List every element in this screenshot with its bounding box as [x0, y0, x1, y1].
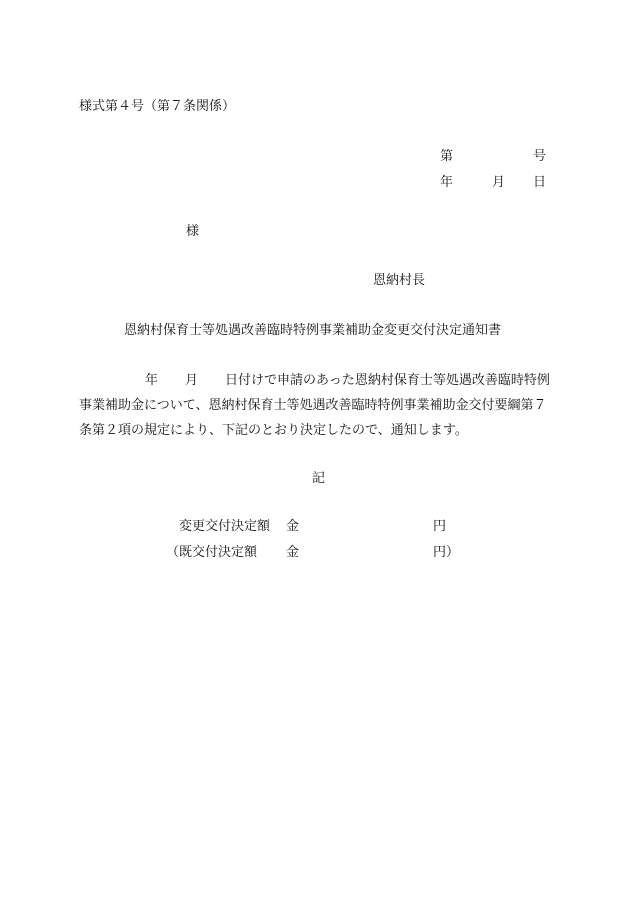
prior-amount-kin: 金: [286, 545, 300, 560]
changed-amount-yen: 円: [433, 519, 447, 534]
doc-number-go: 号: [533, 149, 547, 164]
body-paragraph: [79, 368, 559, 443]
date-year: 年: [440, 175, 454, 190]
sender: 恩納村長: [373, 273, 426, 288]
body-text: 日付けで申請のあった恩納村保育士等処遇改善臨時特例事業補助金について、恩納村保育士等処遇改善臨時特例事業補助金交付要綱第７条第２項の規定により、下記のとおり決定したので、通知します。: [79, 373, 550, 438]
body-month: 月: [185, 373, 199, 388]
ki-heading: 記: [312, 471, 326, 486]
body-year: 年: [145, 373, 159, 388]
document-title: 恩納村保育士等処遇改善臨時特例事業補助金変更交付決定通知書: [124, 323, 502, 338]
form-number: 様式第４号（第７条関係）: [79, 99, 236, 114]
changed-amount-kin: 金: [286, 519, 300, 534]
doc-number-dai: 第: [440, 149, 454, 164]
date-day: 日: [533, 175, 547, 190]
addressee-suffix: 様: [186, 224, 200, 239]
date-month: 月: [492, 175, 506, 190]
prior-amount-yen: 円）: [433, 545, 460, 560]
prior-amount-label: （既交付決定額: [166, 545, 258, 560]
changed-amount-label: 変更交付決定額: [179, 519, 271, 534]
